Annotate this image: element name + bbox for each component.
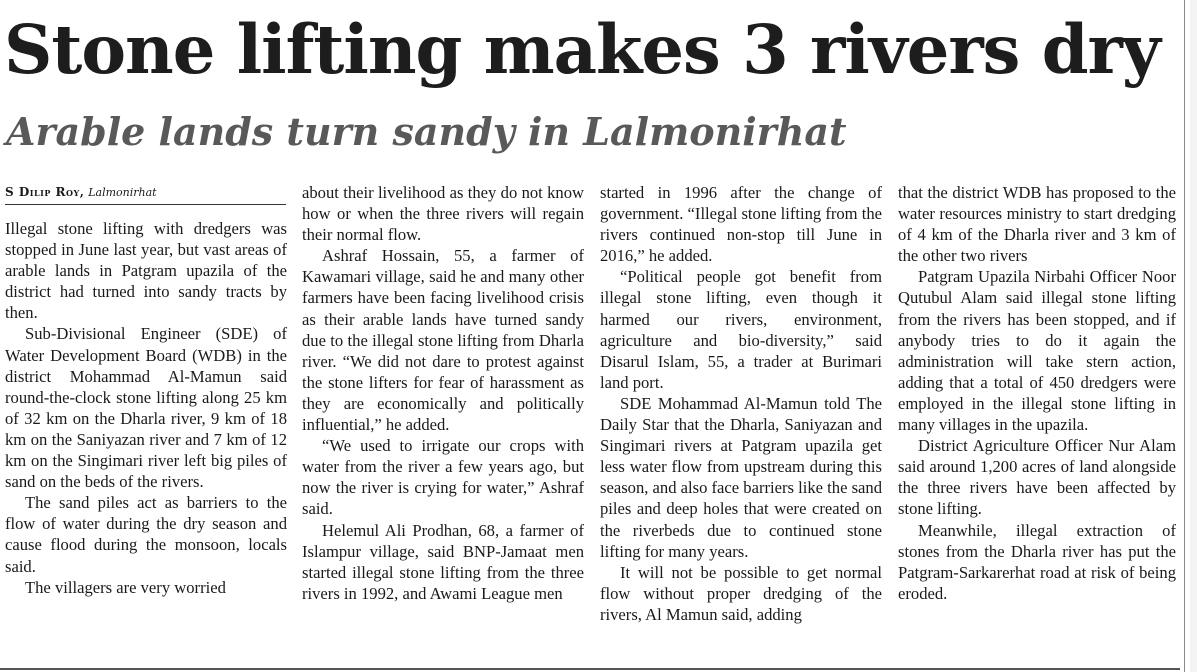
paragraph: It will not be possible to get normal flow without proper dredging of the rivers, Al Mamun said, adding bbox=[600, 562, 882, 624]
article-column-2 bbox=[302, 182, 584, 604]
paragraph: The villagers are very worried bbox=[25, 577, 226, 597]
paragraph: The sand piles act as barriers to the flow of water during the dry season and cause flood during the monsoon, locals said. bbox=[5, 493, 287, 576]
paragraph: Helemul Ali Prodhan, 68, a farmer of Islampur village, said BNP-Jamaat men started illegal stone lifting from the three rivers in 1992, and Awami League men bbox=[302, 520, 584, 603]
paragraph: SDE Mohammad Al-Mamun told The Daily Star that the Dharla, Saniyazan and Singimari rivers at Patgram upazila get less water flow from upstream during this season, and also face barriers like the sand piles and deep holes that were created on the riverbeds due to continued stone lifting for many years. bbox=[600, 393, 882, 561]
paragraph: “Political people got benefit from illegal stone lifting, even though it harmed our rivers, environment, agriculture and bio-diversity,” said Disarul Islam, 55, a trader at Burimari land port. bbox=[600, 267, 882, 392]
article-column-4 bbox=[898, 182, 1176, 604]
paragraph: started in 1996 after the change of government. “Illegal stone lifting from the rivers continued non-stop till June in 2016,” he added. bbox=[600, 183, 883, 266]
paragraph: Sub-Divisional Engineer (SDE) of Water Development Board (WDB) in the district Mohammad Al-Mamun said round-the-clock stone lifting along 25 km of 32 km on the Dharla river, 9 km of 18 km on the Saniyazan river and 7 km of 12 km on the Singimari river left big piles of sand on the beds of the rivers. bbox=[5, 324, 287, 492]
subheadline: Arable lands turn sandy in Lalmonirhat bbox=[6, 109, 847, 154]
paragraph: Illegal stone lifting with dredgers was stopped in June last year, but vast areas of arable lands in Patgram upazila of the district had turned into sandy tracts by then. bbox=[5, 219, 287, 323]
byline-author: S Dilip Roy, bbox=[5, 185, 85, 199]
article-column-3 bbox=[600, 182, 882, 625]
paragraph: Patgram Upazila Nirbahi Officer Noor Qutubul Alam said illegal stone lifting from the rivers has been stopped, and if anybody tries to do it again the administration will take stern action, adding that a total of 450 dredgers were employed in the illegal stone lifting in many villages in the upazila. bbox=[898, 267, 1176, 435]
adjacent-article-edge bbox=[1190, 0, 1197, 672]
paragraph: Ashraf Hossain, 55, a farmer of Kawamari village, said he and many other farmers have been facing livelihood crisis as their arable lands have turned sandy due to the illegal stone lifting from Dharla river. “We did not dare to protest against the stone lifters for fear of harassment as they are economically and politically influential,” he added. bbox=[302, 246, 584, 435]
byline-location: Lalmonirhat bbox=[88, 186, 157, 199]
paragraph: Meanwhile, illegal extraction of stones from the Dharla river has put the Patgram-Sarkarerhat road at risk of being eroded. bbox=[898, 520, 1176, 603]
headline: Stone lifting makes 3 rivers dry bbox=[4, 10, 1160, 89]
paragraph: about their livelihood as they do not know how or when the three rivers will regain their normal flow. bbox=[302, 183, 584, 245]
article-column-1 bbox=[5, 218, 287, 598]
paragraph: “We used to irrigate our crops with water from the river a few years ago, but now the river is crying for water,” Ashraf said. bbox=[302, 436, 584, 519]
bottom-rule bbox=[0, 668, 1180, 670]
paragraph: District Agriculture Officer Nur Alam said around 1,200 acres of land alongside the three rivers have been affected by stone lifting. bbox=[898, 436, 1176, 519]
column-divider bbox=[1184, 0, 1185, 672]
paragraph: that the district WDB has proposed to the water resources ministry to start dredging of 4 km of the Dharla river and 3 km of the other two rivers bbox=[898, 183, 1176, 266]
byline bbox=[5, 183, 286, 205]
